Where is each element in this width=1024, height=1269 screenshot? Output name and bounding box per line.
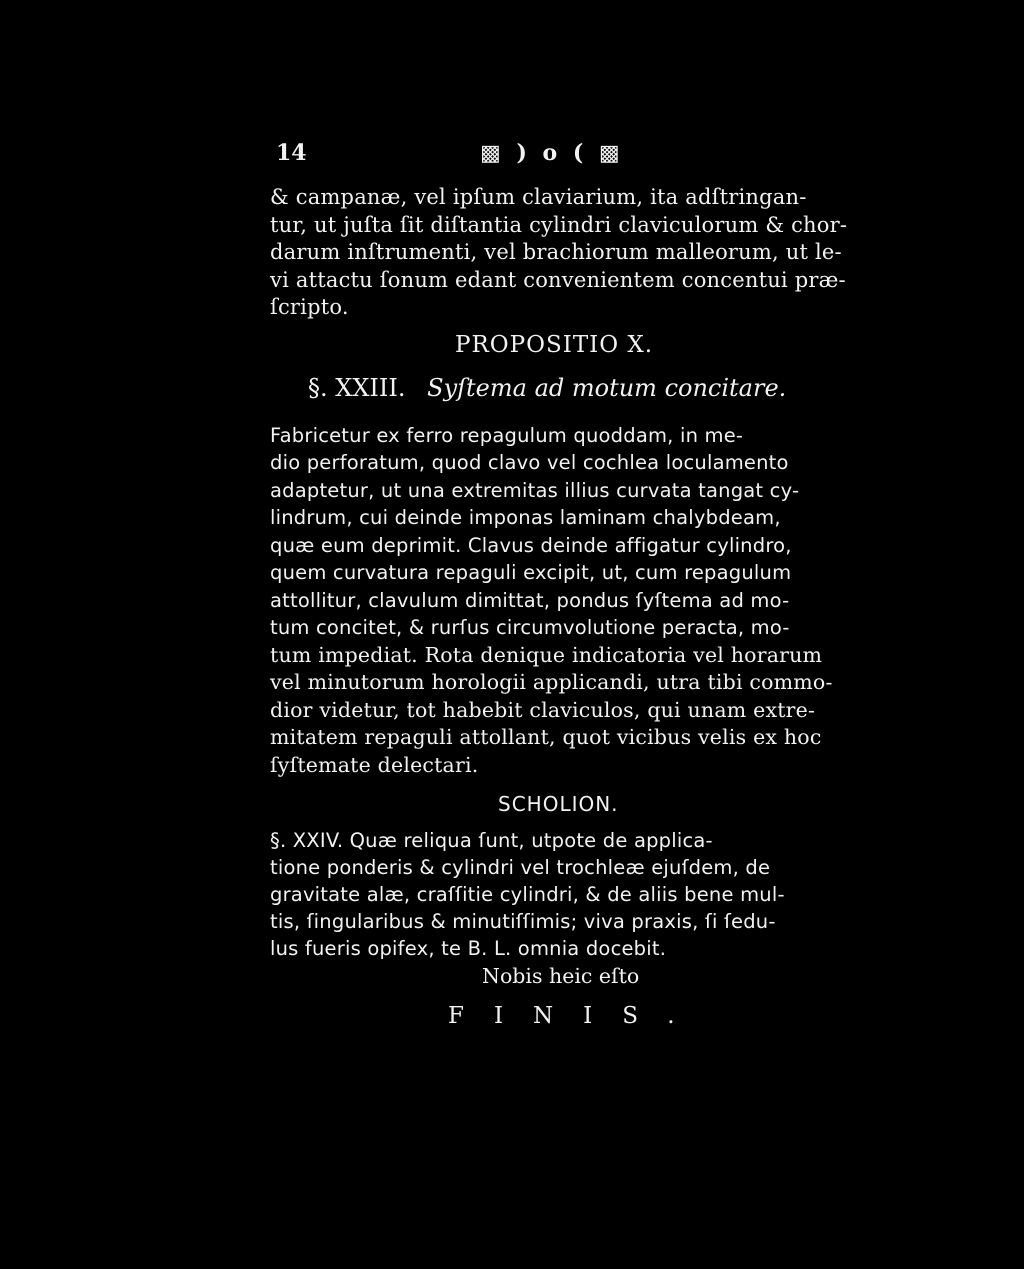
book-page (270, 140, 880, 1032)
closing-line: Nobis heic eſto (482, 964, 640, 988)
text-line: adaptetur, ut una extremitas illius curvata tangat cy- (270, 478, 800, 502)
text-line: tur, ut juſta ſit diſtantia cylindri claviculorum & chor- (270, 212, 848, 237)
text-line: gravitate alæ, craſſitie cylindri, & de aliis bene mul- (270, 883, 785, 906)
page-number: 14 (276, 140, 307, 166)
paragraph-fabrication (270, 422, 880, 780)
text-line: lus fueris opifex, te B. L. omnia docebit. (270, 937, 667, 960)
text-line: darum inſtrumenti, vel brachiorum malleorum, ut le- (270, 240, 842, 264)
text-line: quæ eum deprimit. Clavus deinde affigatur cylindro, (270, 533, 792, 557)
section-number: §. XXIII. (308, 373, 406, 402)
paragraph-scholion (270, 827, 880, 962)
text-line: dio perforatum, quod clavo vel cochlea loculamento (270, 451, 789, 474)
text-line: dior videtur, tot habebit claviculos, qui unam extre- (270, 697, 816, 722)
text-line: lindrum, cui deinde imponas laminam chalybdeam, (270, 506, 781, 529)
text-line: mitatem repaguli attollant, quot vicibus velis ex hoc (270, 725, 822, 749)
header-ornament: ▩ ) o ( ▩ (480, 140, 624, 166)
text-line: tum impediat. Rota denique indicatoria vel horarum (270, 642, 823, 667)
text-line: tione ponderis & cylindri vel trochleæ ejuſdem, de (270, 856, 771, 879)
scholion-heading: SCHOLION. (498, 792, 619, 816)
section-heading (308, 368, 880, 408)
text-line: quem curvatura repaguli excipit, ut, cum repagulum (270, 561, 792, 584)
page-header (270, 140, 880, 184)
text-line: vi attactu ſonum edant convenientem concentui præ- (270, 267, 846, 292)
proposition-heading: PROPOSITIO X. (455, 331, 654, 358)
paragraph-continuation (270, 184, 880, 322)
text-line: tis, ſingularibus & minutiſſimis; viva praxis, ſi ſedu- (270, 910, 776, 933)
finis-text: FINIS. (448, 1003, 705, 1029)
section-title: Syſtema ad motum concitare. (427, 373, 787, 402)
text-line: tum concitet, & rurſus circumvolutione peracta, mo- (270, 616, 790, 639)
text-line: attollitur, clavulum dimittat, pondus ſyſtema ad mo- (270, 588, 790, 612)
text-line: & campanæ, vel ipſum claviarium, ita adſtringan- (270, 185, 807, 209)
text-line: ſcripto. (270, 295, 349, 319)
text-line: ſyſtemate delectari. (270, 752, 479, 777)
text-line: Fabricetur ex ferro repagulum quoddam, in me- (270, 423, 744, 447)
text-line: vel minutorum horologii applicandi, utra tibi commo- (270, 670, 833, 694)
text-line: §. XXIV. Quæ reliqua ſunt, utpote de applica- (270, 829, 713, 852)
